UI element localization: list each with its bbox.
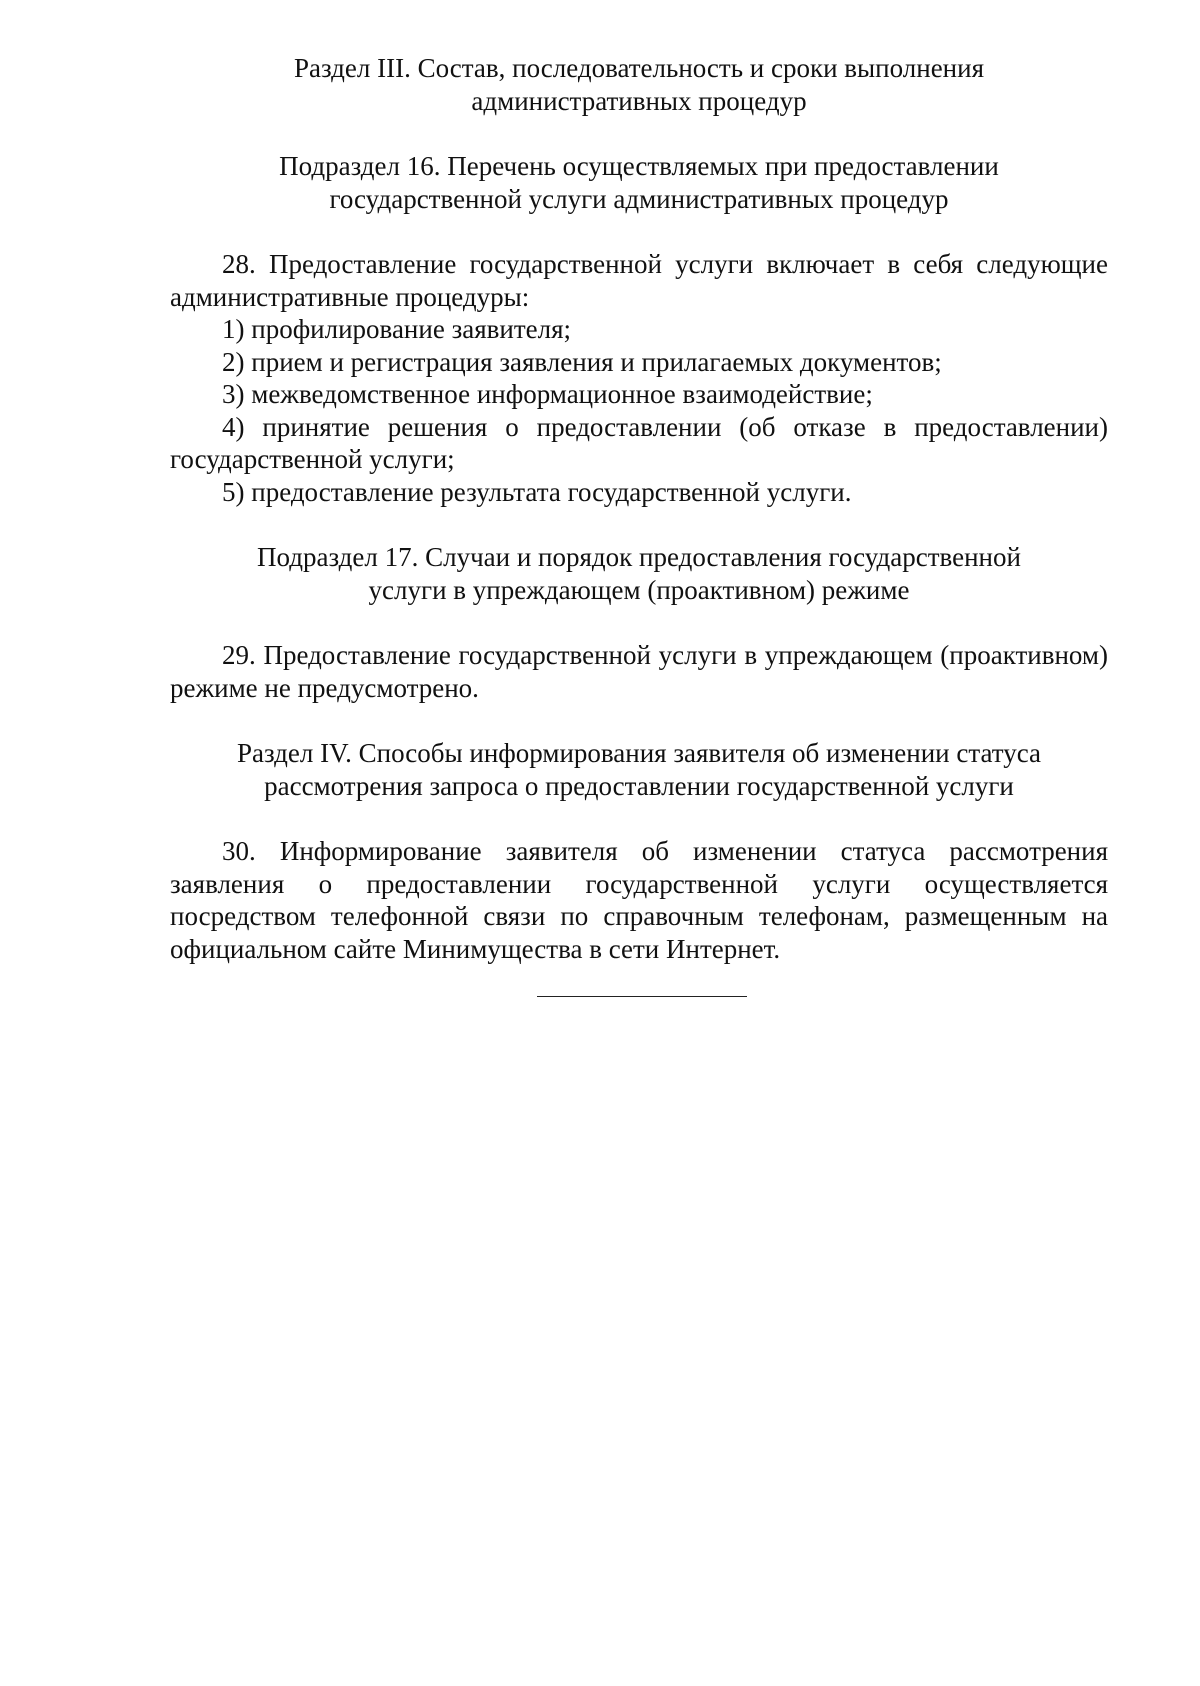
subsection-17-heading-line-1: Подраздел 17. Случаи и порядок предоставления государственной [257,542,1021,572]
spacer [170,802,1108,835]
clause-30-text: 30. Информирование заявителя об изменении статуса рассмотрения заявления о предоставлении государственной услуги осуществляется посредством телефонной связи по справочным телефонам, размещенным на официальном сайте Минимущества в сети Интернет. [170,836,1108,964]
clause-28-item-3: 3) межведомственное информационное взаимодействие; [222,379,873,409]
subsection-17-heading [170,541,1108,606]
section-4-heading-line-2: рассмотрения запроса о предоставлении государственной услуги [264,770,1014,801]
subsection-16-heading-line-1: Подраздел 16. Перечень осуществляемых при предоставлении [279,151,999,181]
document-body [170,52,1108,965]
closing-rule-divider [537,996,747,997]
clause-28-item-1: 1) профилирование заявителя; [222,314,572,344]
clause-28-item-5: 5) предоставление результата государственной услуги. [222,476,852,507]
section-3-heading [170,52,1108,117]
spacer [170,508,1108,541]
subsection-17-heading-line-2: услуги в упреждающем (проактивном) режиме [368,574,910,605]
section-4-heading-line-1: Раздел IV. Способы информирования заявителя об изменении статуса [237,738,1041,768]
clause-28-intro: 28. Предоставление государственной услуги включает в себя следующие административные процедуры: [170,249,1108,312]
clause-28-item-4: 4) принятие решения о предоставлении (об отказе в предоставлении) государственной услуги; [170,411,1108,474]
clause-29-text: 29. Предоставление государственной услуги в упреждающем (проактивном) режиме не предусмотрено. [170,640,1108,703]
section-3-heading-line-1: Раздел III. Состав, последовательность и сроки выполнения [294,53,984,83]
section-3-heading-line-2: административных процедур [471,85,807,116]
subsection-16-heading [170,150,1108,215]
spacer [170,117,1108,150]
spacer [170,215,1108,248]
subsection-16-heading-line-2: государственной услуги административных процедур [329,183,949,214]
spacer [170,704,1108,737]
clause-28-item-2: 2) прием и регистрация заявления и прилагаемых документов; [222,346,942,377]
section-4-heading [170,737,1108,802]
spacer [170,606,1108,639]
